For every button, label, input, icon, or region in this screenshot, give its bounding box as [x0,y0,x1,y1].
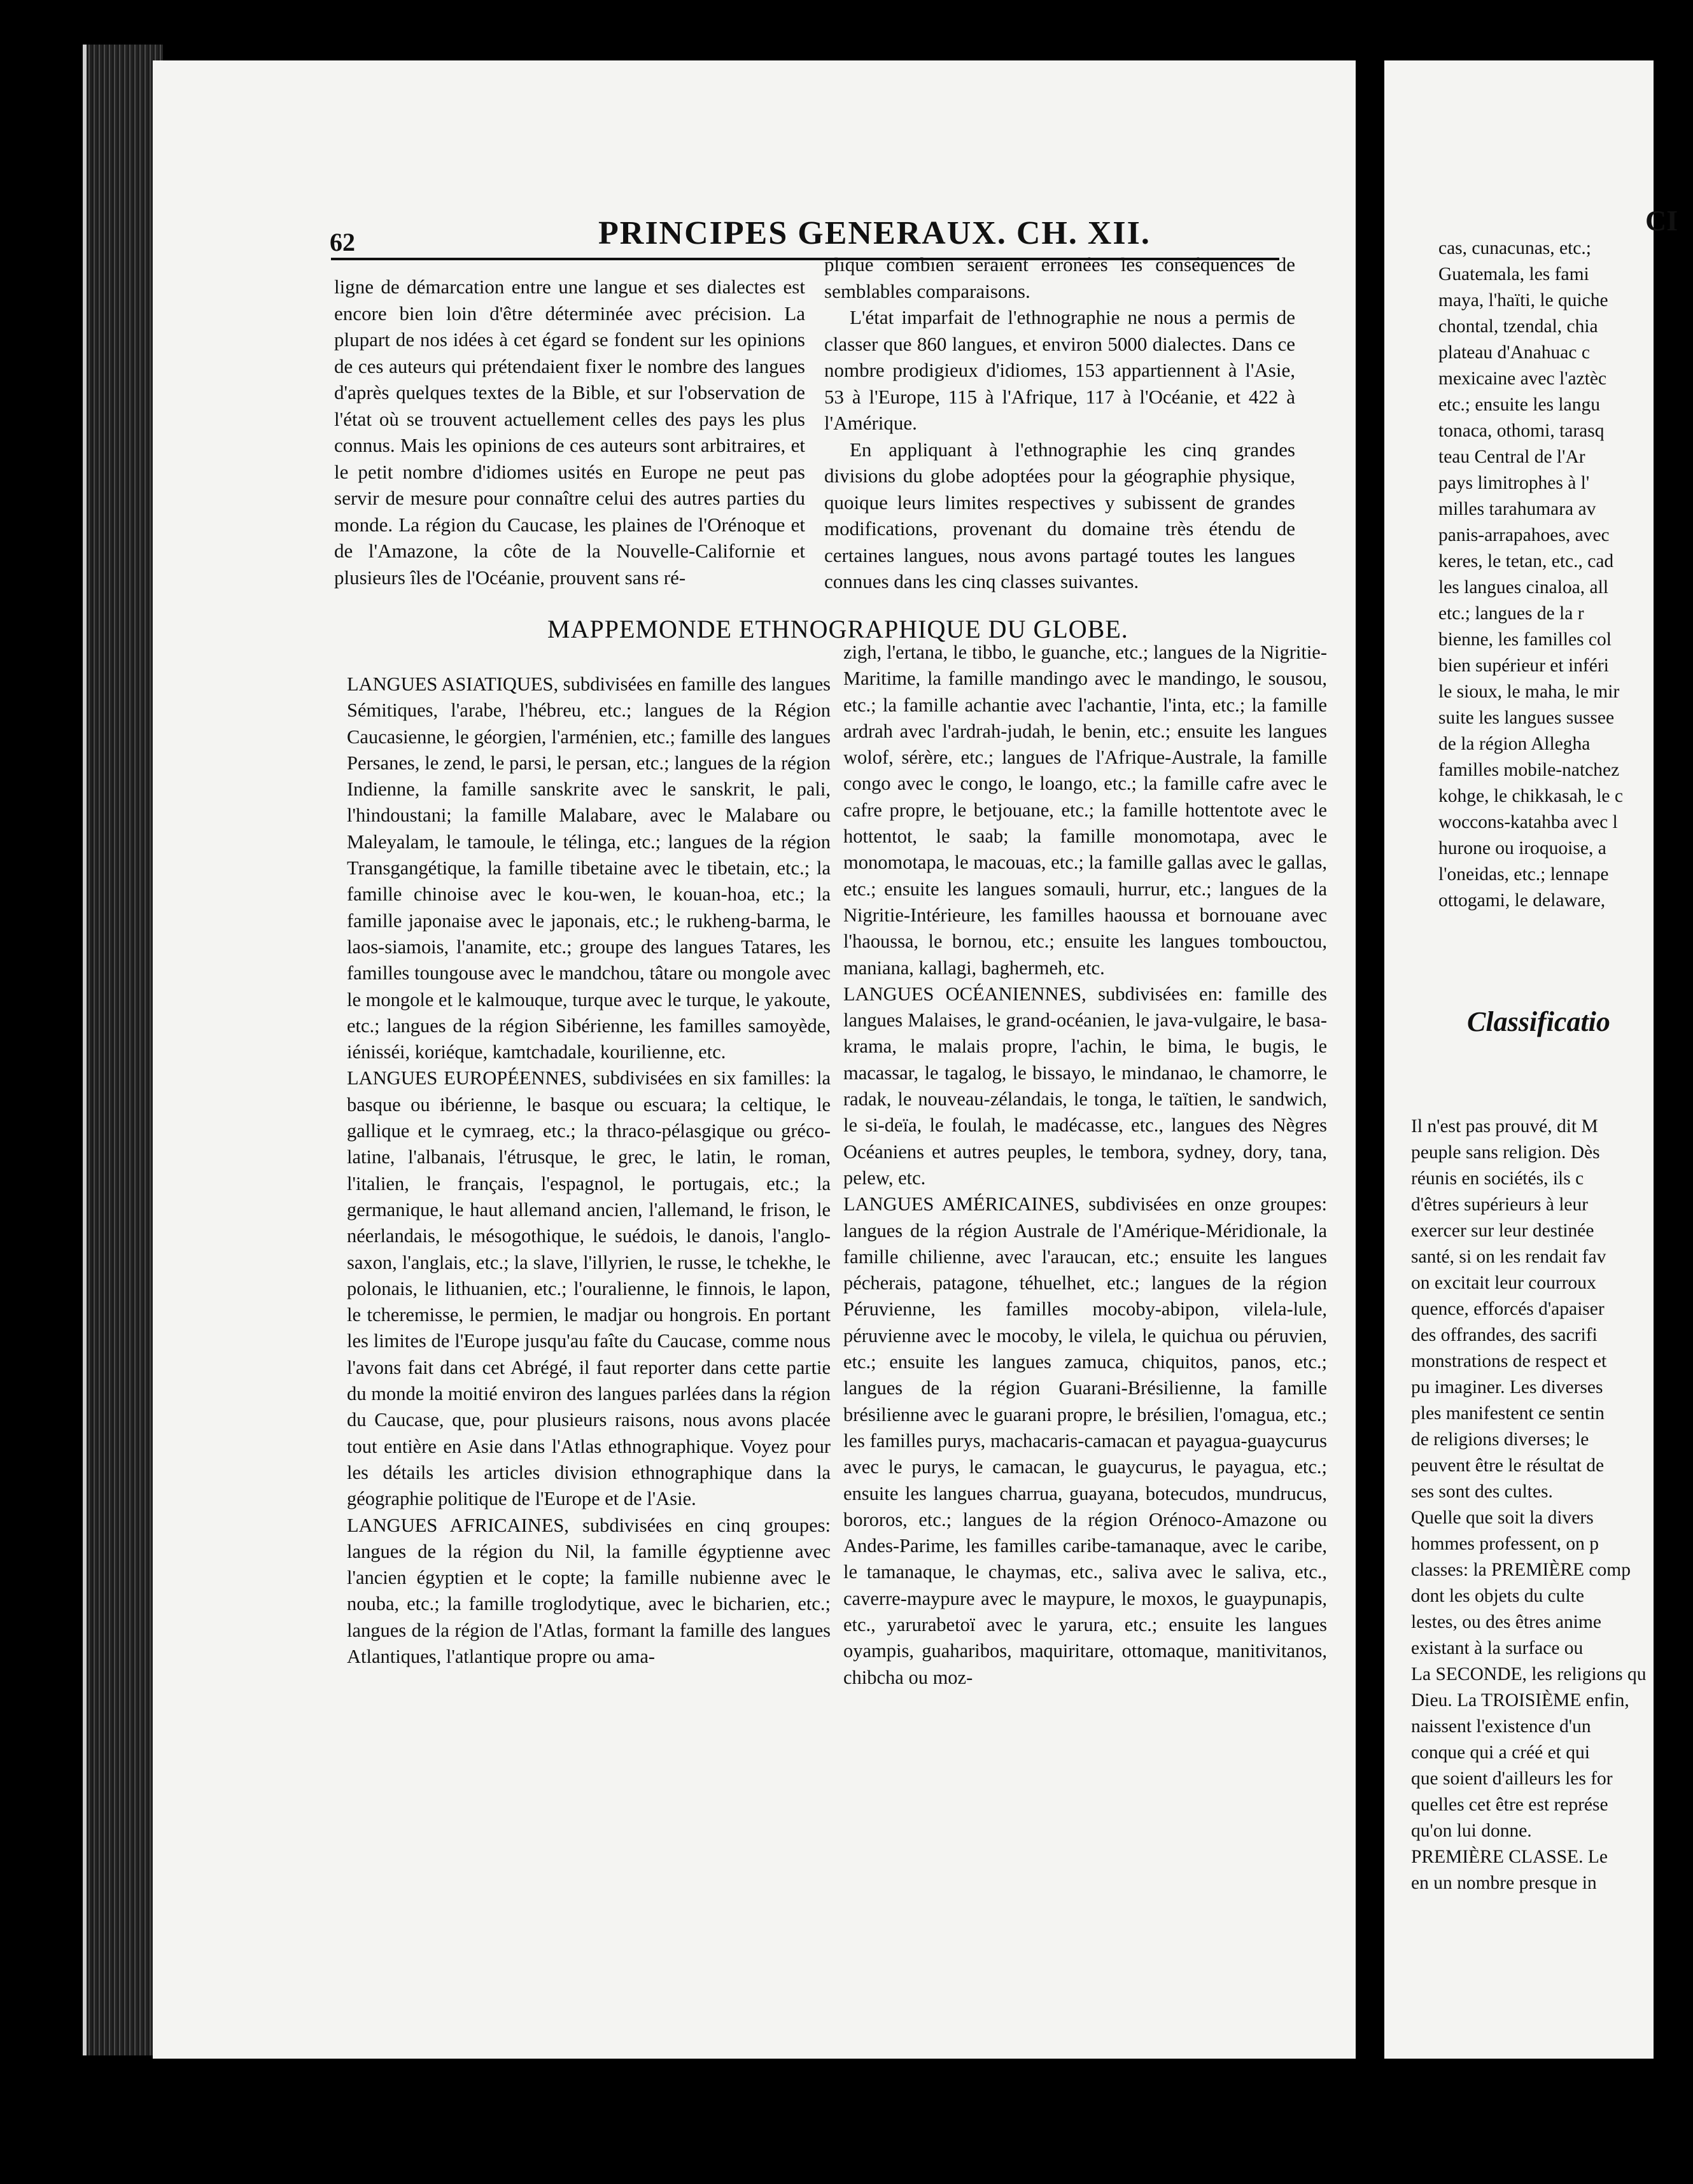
book-page-edges [83,45,163,2055]
ethnographic-column-2 [843,640,1327,1691]
right-section-title: Classificatio [1467,1006,1610,1037]
section-title: MAPPEMONDE ETHNOGRAPHIQUE DU GLOBE. [547,615,1128,643]
intro-paragraph-4: En appliquant à l'ethnographie les cinq grandes divisions du globe adoptées pour la géographie physique, quoique leurs limites respectives y subissent de grandes modifications, provenant du domaine très étendu de certaines langues, nous avons partagé toutes les langues connues dans les cinq classes suivantes. [824,438,1295,592]
american-languages-paragraph: LANGUES AMÉRICAINES, subdivisées en onze groupes: langues de la région Australe de l'Amérique-Méridionale, la famille chilienne, avec l'araucan, etc.; ensuite les langues pécherais, patagone, téhuelhet, etc.; langues de la région Péruvienne, les familles mocoby-abipon, vilela-lule, péruvienne avec le mocoby, le vilela, le quichua ou péruvien, etc.; ensuite les langues zamuca, chiquitos, panos, etc.; langues de la région Guarani-Brésilienne, la famille brésilienne avec le guarani propre, le brésilien, l'omagua, etc.; les familles purys, machacaris-camacan et payagua-guaycurus avec le purys, le camacan, le guaycurus, le payagua, etc.; ensuite les langues charrua, guayana, botecudos, mundrucus, bororos, etc.; langues de la région Orénoco-Amazone ou Andes-Parime, les familles caribe-tamanaque, avec le caribe, le tamanaque, le chaymas, etc., saliva avec le saliva, etc., caverre-maypure avec le maypure, le moxos, le guaypunapis, etc., yarurabetoï avec le yarura, etc.; ensuite les langues oyampis, guaharibos, maquiritare, ottomaque, manitivitanos, chibcha ou moz- [843,1193,1327,1688]
right-column-2-line: des offrandes, des sacrifi [1411,1325,1598,1345]
right-column-line: chontal, tzendal, chia [1438,316,1598,337]
right-column-line: l'oneidas, etc.; lennape [1438,864,1609,885]
right-column-2-line: pu imaginer. Les diverses [1411,1377,1603,1397]
right-column-2-line: santé, si on les rendait fav [1411,1247,1606,1267]
right-column-2-line: La SECONDE, les religions qu [1411,1664,1647,1684]
right-column-line: familles mobile-natchez [1438,760,1620,780]
intro-paragraph-3: L'état imparfait de l'ethnographie ne nous a permis de classer que 860 langues, et environ 5000 dialectes. Dans ce nombre prodigieux d'idiomes, 153 appartiennent à l'Asie, 53 à l'Europe, 115 à l'Afrique, 117 à l'Océanie, et 422 à l'Amérique. [824,306,1295,434]
right-column-2-line: d'êtres supérieurs à leur [1411,1194,1589,1215]
right-column-2-line: ses sont des cultes. [1411,1481,1553,1502]
right-column-2-line: existant à la surface ou [1411,1638,1584,1658]
right-column-2-line: lestes, ou des êtres anime [1411,1612,1602,1632]
running-head: PRINCIPES GENERAUX. CH. XII. [598,215,1151,251]
right-column-2-line: peuvent être le résultat de [1411,1455,1605,1476]
right-column-line: de la région Allegha [1438,734,1591,754]
right-column-line: ottogami, le delaware, [1438,890,1606,911]
right-column-line: woccons-katahba avec l [1438,812,1618,832]
right-column-line: etc.; ensuite les langu [1438,395,1600,415]
right-column-2-line: en un nombre presque in [1411,1873,1597,1893]
right-column-2-line: Il n'est pas prouvé, dit M [1411,1116,1598,1137]
right-column-line: etc.; langues de la r [1438,603,1584,624]
right-running-head: CI [1645,204,1678,237]
right-column-2-line: réunis en sociétés, ils c [1411,1168,1584,1189]
right-column-2-line: classes: la PREMIÈRE comp [1411,1560,1631,1580]
right-column-2-line: de religions diverses; le [1411,1429,1589,1450]
right-column-2-line: monstrations de respect et [1411,1351,1607,1371]
european-languages-paragraph: LANGUES EUROPÉENNES, subdivisées en six familles: la basque ou ibérienne, le basque ou escuara; la celtique, le gallique et le cymraeg, etc.; la thraco-pélasgique ou gréco-latine, l'albanais, l'étrusque, le grec, le latin, le roman, l'italien, le français, l'espagnol, le portugais, etc.; la germanique, le haut allemand ancien, l'allemand, le frison, le néerlandais, le mésogothique, le suédois, le danois, l'anglo-saxon, l'anglais, etc.; la slave, l'illyrien, le russe, le tchekhe, le polonais, le lithuanien, etc.; l'ouralienne, le finnois, le lapon, le tcheremisse, le permien, le madjar ou hongrois. En portant les limites de l'Europe jusqu'au faîte du Caucase, comme nous l'avons fait dans cet Abrégé, il faut reporter dans cette partie du monde la moitié environ des langues parlées dans la région du Caucase, que, pour plusieurs raisons, nous avons placée tout entière en Asie dans l'Atlas ethnographique. Voyez pour les détails les articles division ethnographique dans la géographie politique de l'Europe et de l'Asie. [347,1067,831,1510]
intro-column-1 [334,274,805,591]
right-column-line: plateau d'Anahuac c [1438,342,1590,363]
right-column-2-line: peuple sans religion. Dès [1411,1142,1600,1163]
right-column-2-line: quelles cet être est représe [1411,1795,1608,1815]
oceanian-languages-paragraph: LANGUES OCÉANIENNES, subdivisées en: famille des langues Malaises, le grand-océanien, le java-vulgaire, le basa-krama, le malais propre, l'achin, le bima, le bugis, le macassar, le tagalog, le bissayo, le mindanao, le chamorre, le radak, le nouveau-zélandais, le tonga, le taïtien, le sandwich, le si-deïa, le foulah, le madécasse, etc., langues des Nègres Océaniens et autres peuples, le tembora, sydney, dory, tana, pelew, etc. [843,983,1327,1189]
right-column-2-lines [1411,1114,1678,1896]
right-column-2-line: conque qui a créé et qui [1411,1742,1590,1763]
right-column-2-line: Dieu. La TROISIÈME enfin, [1411,1690,1629,1711]
intro-paragraph-2: plique combien seraient erronées les conséquences de semblables comparaisons. [824,253,1295,302]
ethnographic-column-1 [347,671,831,1670]
right-column-line: tonaca, othomi, tarasq [1438,421,1605,441]
right-column-2-line: qu'on lui donne. [1411,1821,1532,1841]
asian-languages-paragraph: LANGUES ASIATIQUES, subdivisées en famille des langues Sémitiques, l'arabe, l'hébreu, etc.; langues de la Région Caucasienne, le géorgien, l'arménien, etc.; famille des langues Persanes, le zend, le parsi, le persan, etc.; langues de la région Indienne, la famille sanskrite avec le sanskrit, le pali, l'hindoustani; la famille Malabare, avec le Malabare ou Maleyalam, le tamoule, le télinga, etc.; langues de la région Transgangétique, la famille tibetaine avec le tibetain, etc.; la famille chinoise avec le kou-wen, le kouan-hoa, etc.; la famille japonaise avec le japonais, etc.; le rukheng-barma, le laos-siamois, l'anamite, etc.; groupe des langues Tatares, les familles toungouse avec le mandchou, tâtare ou mongole avec le mongole et le kalmouque, turque avec le turque, le yakoute, etc.; langues de la région Sibérienne, les familles samoyède, iénisséi, koriéque, kamtchadale, kourilienne, etc. [347,673,831,1063]
right-column-line: kohge, le chikkasah, le c [1438,786,1623,806]
right-column-2-line: quence, efforcés d'apaiser [1411,1299,1605,1319]
right-column-line: pays limitrophes à l' [1438,473,1590,493]
right-column-line: maya, l'haïti, le quiche [1438,290,1608,311]
right-page [1384,60,1678,2059]
right-column-line: suite les langues sussee [1438,708,1615,728]
right-column-line: panis-arrapahoes, avec [1438,525,1610,545]
right-column-line: keres, le tetan, etc., cad [1438,551,1614,571]
right-column-line: les langues cinaloa, all [1438,577,1609,598]
right-column-line: milles tarahumara av [1438,499,1596,519]
right-column-line: bien supérieur et inféri [1438,655,1609,676]
right-column-2-line: dont les objets du culte [1411,1586,1585,1606]
right-column-2-line: PREMIÈRE CLASSE. Le [1411,1847,1608,1867]
right-column-line: bienne, les familles col [1438,629,1612,650]
right-column-2-line: Quelle que soit la divers [1411,1508,1594,1528]
book-gutter [1357,25,1382,2062]
right-column-line: Guatemala, les fami [1438,264,1589,284]
right-column-2-line: ples manifestent ce sentin [1411,1403,1605,1424]
page-number: 62 [330,228,355,256]
right-column-2-line: exercer sur leur destinée [1411,1221,1594,1241]
right-column-lines [1438,235,1693,914]
right-column-line: mexicaine avec l'aztèc [1438,368,1607,389]
right-column-line: le sioux, le maha, le mir [1438,682,1620,702]
right-column-2-line: que soient d'ailleurs les for [1411,1768,1613,1789]
right-column-line: hurone ou iroquoise, a [1438,838,1606,858]
right-column-line: teau Central de l'Ar [1438,447,1585,467]
intro-column-2 [824,251,1295,595]
african-languages-continued-paragraph: zigh, l'ertana, le tibbo, le guanche, etc.; langues de la Nigritie-Maritime, la famille mandingo avec le mandingo, le sousou, etc.; la famille achantie avec l'achantie, l'inta, etc.; la famille ardrah avec l'ardrah-judah, le benin, etc.; ensuite les langues wolof, sérère, etc.; langues de l'Afrique-Australe, la famille congo avec le congo, le loango, etc.; la famille cafre avec le cafre propre, le betjouane, etc.; la famille hottentote avec le hottentot, le saab; la famille monomotapa, avec le monomotapa, le macouas, etc.; la famille gallas avec le gallas, etc.; ensuite les langues somauli, hurrur, etc.; langues de la Nigritie-Intérieure, les familles haoussa et bornouane avec l'haoussa, le bornou, etc.; ensuite les langues tombouctou, maniana, kallagi, baghermeh, etc. [843,641,1327,979]
african-languages-paragraph: LANGUES AFRICAINES, subdivisées en cinq groupes: langues de la région du Nil, la famille égyptienne avec l'ancien égyptien et le copte; la famille nubienne avec le nouba, etc.; la famille troglodytique, avec le bicharien, etc.; langues de la région de l'Atlas, formant la famille des langues Atlantiques, l'atlantique propre ou ama- [347,1514,831,1667]
right-column-line: cas, cunacunas, etc.; [1438,238,1591,258]
right-column-2-line: hommes professent, on p [1411,1534,1599,1554]
intro-paragraph-1: ligne de démarcation entre une langue et ses dialectes est encore bien loin d'être déterminée avec précision. La plupart de nos idées à cet égard se fondent sur les opinions de ces auteurs qui prétendaient fixer le nombre des langues d'après quelques textes de la Bible, et sur l'observation de l'état où se trouvent actuellement celles des pays les plus connus. Mais les opinions de ces auteurs sont arbitraires, et le petit nombre d'idiomes usités en Europe ne peut pas servir de mesure pour connaître celui des autres parties du monde. La région du Caucase, les plaines de l'Orénoque et de l'Amazone, la côte de la Nouvelle-Californie et plusieurs îles de l'Océanie, prouvent sans ré- [334,276,805,589]
right-column-2-line: naissent l'existence d'un [1411,1716,1591,1737]
right-column-2-line: on excitait leur courroux [1411,1273,1596,1293]
